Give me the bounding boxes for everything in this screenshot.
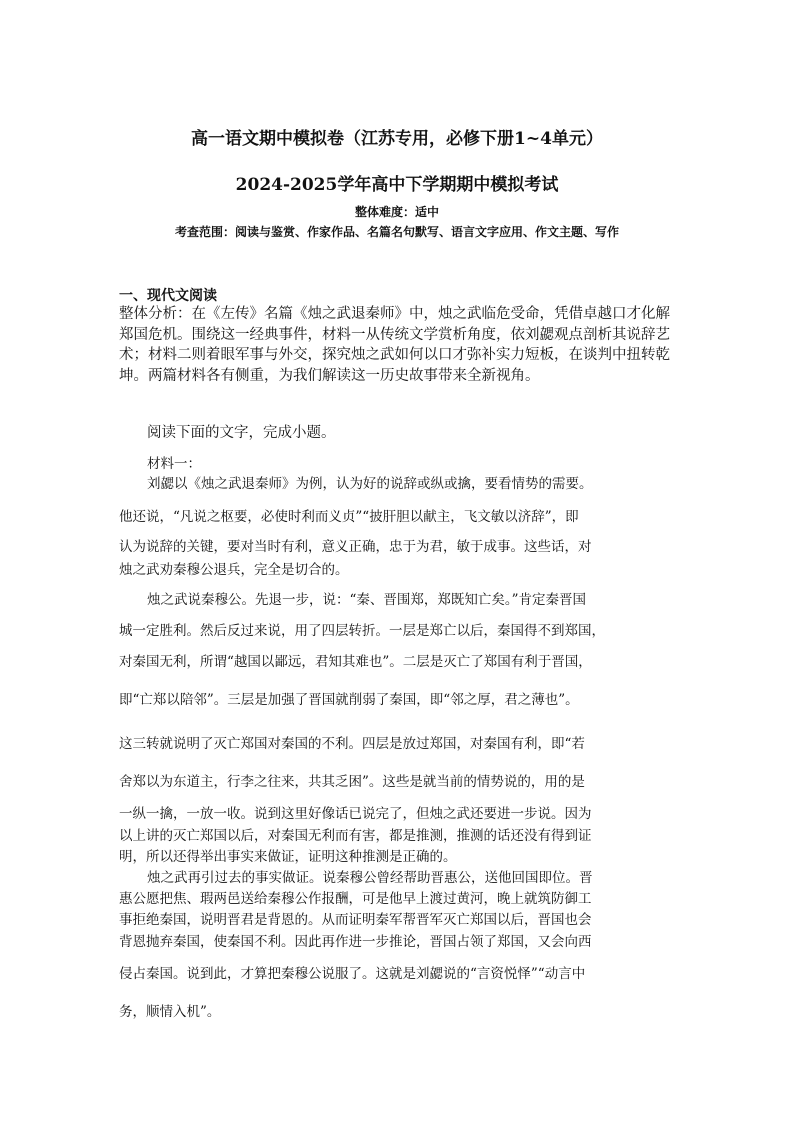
text-line: 城一定胜利。然后反过来说，用了四层转折。一层是郑亡以后，秦国得不到郑国， — [119, 623, 605, 639]
exam-subtitle: 2024-2025学年高中下学期期中模拟考试 — [235, 175, 559, 195]
difficulty-label: 整体难度：适中 — [354, 205, 439, 219]
exam-title: 高一语文期中模拟卷（江苏专用，必修下册1~4单元） — [191, 129, 603, 149]
text-line: 对秦国无利，所谓“越国以鄙远，君知其难也”。二层是灭亡了郑国有利于晋国， — [119, 654, 592, 670]
overall-analysis: 整体分析：在《左传》名篇《烛之武退秦师》中，烛之武临危受命，凭借卓越口才化解郑国危机。围绕这一经典事件，材料一从传统文学赏析角度，依刘勰观点剖析其说辞艺术；材料二则着眼军事与外交，探究烛之武如何以口才弥补实力短板，在谈判中扭转乾坤。两篇材料各有侧重，为我们解读这一历史故事带来全新视角。 — [119, 306, 670, 384]
text-line: 惠公愿把焦、瑕两邑送给秦穆公作报酬，可是他早上渡过黄河，晚上就筑防御工 — [119, 891, 592, 907]
text-line: 背恩抛弃秦国，使秦国不利。因此再作进一步推论，晋国占领了郑国，又会向西 — [119, 934, 592, 950]
text-line: 一纵一擒，一放一收。说到这里好像话已说完了，但烛之武还要进一步说。因为 — [119, 806, 592, 822]
text-line: 认为说辞的关键，要对当时有利，意义正确，忠于为君，敏于成事。这些话，对 — [119, 539, 592, 555]
text-line: 烛之武再引过去的事实做证。说秦穆公曾经帮助晋惠公，送他回国即位。晋 — [147, 870, 593, 886]
text-line: 这三转就说明了灭亡郑国对秦国的不利。四层是放过郑国，对秦国有利，即“若 — [119, 736, 585, 752]
reading-instruction: 阅读下面的文字，完成小题。 — [147, 425, 336, 441]
text-line: 刘勰以《烛之武退秦师》为例，认为好的说辞或纵或擒，要看情势的需要。 — [147, 476, 593, 492]
text-line: 以上讲的灭亡郑国以后，对秦国无利而有害，都是推测，推测的话还没有得到证 — [119, 828, 592, 844]
text-line: 侵占秦国。说到此，才算把秦穆公说服了。这就是刘勰说的“言资悦怿”“动言中 — [119, 966, 586, 982]
text-line: 烛之武说秦穆公。先退一步，说：“秦、晋围郑，郑既知亡矣。”肯定秦晋国 — [147, 592, 587, 608]
exam-scope: 考查范围：阅读与鉴赏、作家作品、名篇名句默写、语言文字应用、作文主题、写作 — [174, 225, 619, 239]
text-line: 务，顺情入机”。 — [119, 1004, 221, 1020]
text-line: 舍郑以为东道主，行李之往来，共其乏困”。这些是就当前的情势说的，用的是 — [119, 774, 585, 790]
text-line: 事拒绝秦国，说明晋君是背恩的。从而证明秦军帮晋军灭亡郑国以后，晋国也会 — [119, 912, 592, 928]
section-heading: 一、现代文阅读 — [119, 288, 217, 304]
text-line: 他还说，“凡说之枢要，必使时利而义贞”“披肝胆以献主，飞文敏以济辞”，即 — [119, 509, 579, 525]
material-label: 材料一： — [147, 456, 201, 472]
text-line: 明，所以还得举出事实来做证，证明这种推测是正确的。 — [119, 849, 457, 865]
text-line: 即“亡郑以陪邻”。三层是加强了晋国就削弱了秦国，即“邻之厚，君之薄也”。 — [119, 692, 579, 708]
text-line: 烛之武劝秦穆公退兵，完全是切合的。 — [119, 562, 349, 578]
